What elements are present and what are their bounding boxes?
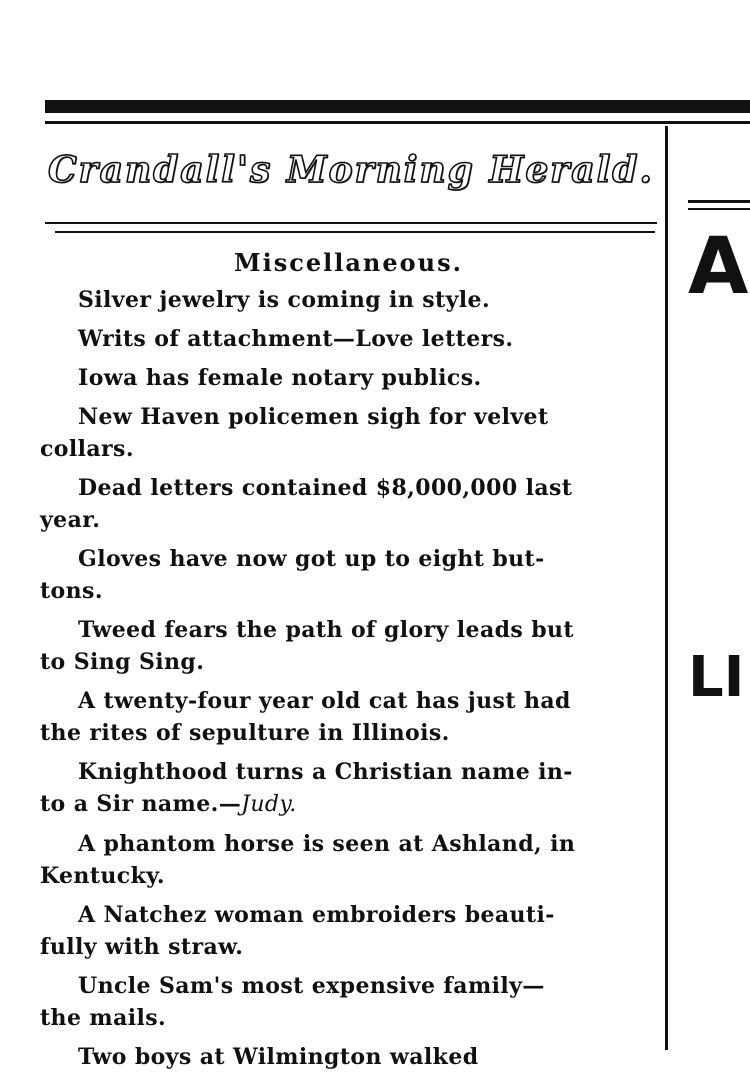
item-line: Two boys at Wilmington walked [78, 1044, 479, 1070]
item-line: Iowa has female notary publics. [78, 365, 482, 391]
list-item [40, 756, 657, 821]
item-line: fully with straw. [40, 934, 244, 960]
list-item [40, 284, 657, 316]
byline: Judy. [241, 792, 297, 817]
item-line: Kentucky. [40, 863, 165, 889]
item-line: year. [40, 507, 101, 533]
masthead [45, 138, 657, 202]
masthead-rule-lower [55, 231, 655, 233]
item-line: Dead letters contained $8,000,000 last [78, 475, 573, 501]
item-line: the rites of sepulture in Illinois. [40, 720, 450, 746]
list-item [40, 323, 657, 355]
item-line [40, 788, 657, 821]
next-column-rule [688, 200, 750, 203]
next-column-rule-lower [688, 208, 750, 210]
top-heavy-rule [45, 100, 750, 113]
next-column-big-letter: A [688, 222, 749, 312]
item-line: A phantom horse is seen at Ashland, in [78, 831, 576, 857]
item-line: Writs of attachment—Love letters. [78, 326, 514, 352]
item-line: Silver jewelry is coming in style. [78, 287, 491, 313]
item-line: the mails. [40, 1005, 167, 1031]
item-line: New Haven policemen sigh for velvet [78, 404, 549, 430]
item-line: tons. [40, 578, 103, 604]
article-column [40, 244, 657, 1080]
list-item [40, 614, 657, 678]
item-line: A Natchez woman embroiders beauti- [78, 902, 555, 928]
list-item [40, 899, 657, 963]
list-item [40, 472, 657, 536]
item-line: Uncle Sam's most expensive family— [78, 973, 545, 999]
article-headline: Miscellaneous. [234, 248, 463, 277]
masthead-rule-upper [45, 222, 657, 224]
list-item [40, 543, 657, 607]
item-line: collars. [40, 436, 134, 462]
list-item [40, 362, 657, 394]
item-line-text: to a Sir name.— [40, 791, 242, 817]
list-item [40, 828, 657, 892]
item-line: Gloves have now got up to eight but- [78, 546, 545, 572]
item-line: Knighthood turns a Christian name in- [78, 759, 573, 785]
column-divider [665, 126, 668, 1050]
list-item [40, 685, 657, 749]
item-line: to Sing Sing. [40, 649, 205, 675]
top-thin-rule [45, 121, 750, 124]
masthead-title: Crandall's Morning Herald. [48, 149, 654, 191]
item-line: A twenty-four year old cat has just had [78, 688, 571, 714]
next-column-letters: LI [688, 645, 745, 710]
list-item [40, 401, 657, 465]
list-item [40, 1041, 657, 1073]
list-item [40, 970, 657, 1034]
item-line: Tweed fears the path of glory leads but [78, 617, 574, 643]
